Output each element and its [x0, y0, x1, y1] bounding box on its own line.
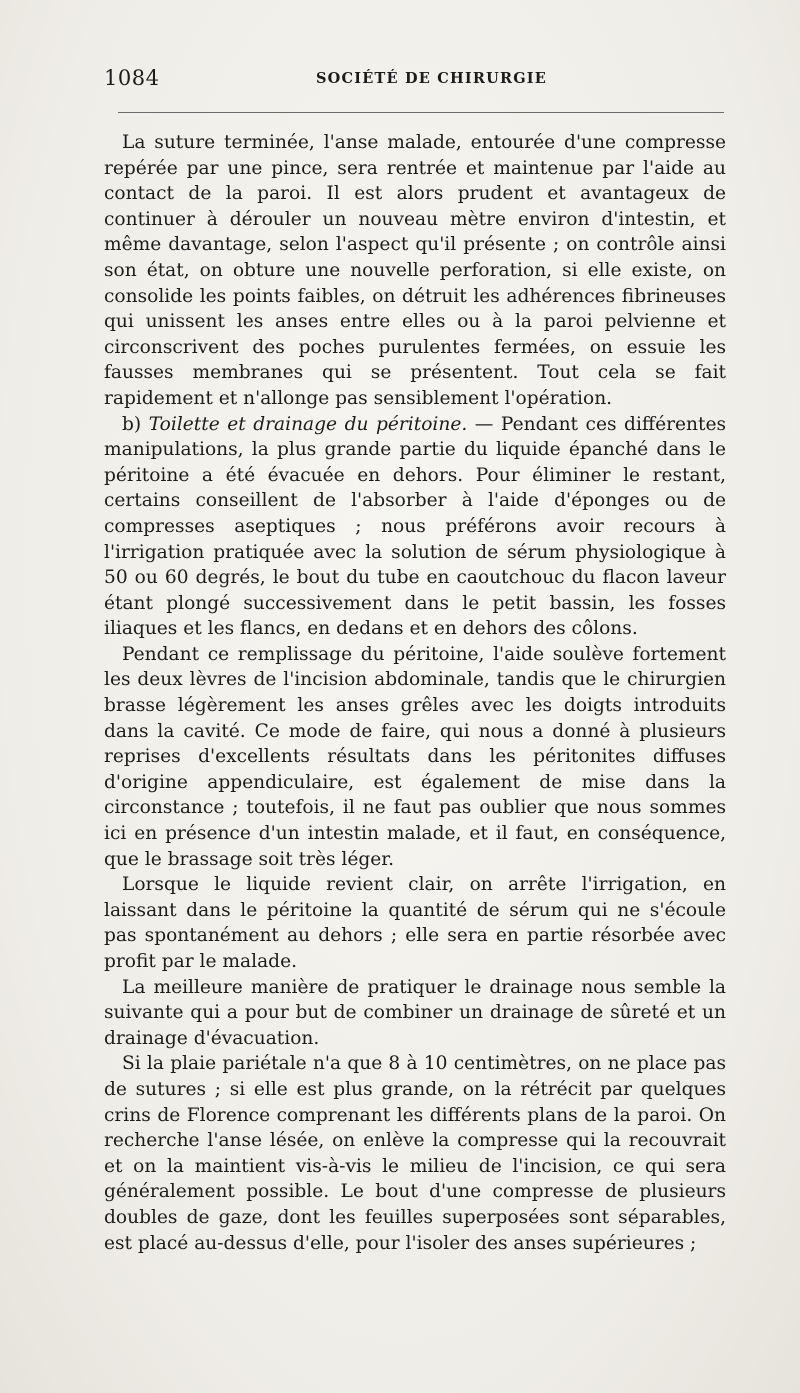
paragraph-3: Pendant ce remplissage du péritoine, l'aide soulève fortement les deux lèvres de l'incision abdominale, tandis que le chirurgien brasse légèrement les anses grêles avec les doigts introduits dans la cavité. Ce mode de faire, qui nous a donné à plusieurs reprises d'excellents résultats dans les péritonites diffuses d'origine appendiculaire, est également de mise dans la circonstance ; toutefois, il ne faut pas oublier que nous sommes ici en présence d'un intestin malade, et il faut, en conséquence, que le brassage soit très léger. [104, 643, 726, 870]
paragraph-5: La meilleure manière de pratiquer le drainage nous semble la suivante qui a pour but de combiner un drainage de sûreté et un drainage d'évacuation. [104, 976, 726, 1049]
body-text [104, 130, 726, 1256]
paragraph-4: Lorsque le liquide revient clair, on arrête l'irrigation, en laissant dans le péritoine la quantité de sérum qui ne s'écoule pas spontanément au dehors ; elle sera en partie résorbée avec profit par le malade. [104, 874, 726, 972]
section-title: Toilette et drainage du péritoine. [148, 413, 468, 435]
paragraph-6: Si la plaie pariétale n'a que 8 à 10 centimètres, on ne place pas de sutures ; si elle est plus grande, on la rétrécit par quelques crins de Florence comprenant les différents plans de la paroi. On recherche l'anse lésée, on enlève la compresse qui la recouvrait et on la maintient vis-à-vis le milieu de l'incision, ce qui sera généralement possible. Le bout d'une compresse de plusieurs doubles de gaze, dont les feuilles superposées sont séparables, est placé au-dessus d'elle, pour l'isoler des anses supérieures ; [104, 1053, 726, 1254]
paragraph-2-text: — Pendant ces différentes manipulations, la plus grande partie du liquide épanché dans le péritoine a été évacuée en dehors. Pour éliminer le restant, certains conseillent de l'absorber à l'aide d'éponges ou de compresses aseptiques ; nous préférons avoir recours à l'irrigation pratiquée avec la solution de sérum physiologique à 50 ou 60 degrés, le bout du tube en caoutchouc du flacon laveur étant plongé successivement dans le petit bassin, les fosses iliaques et les flancs, en dedans et en dehors des côlons. [104, 413, 726, 640]
section-prefix: b) [122, 413, 142, 435]
page-header [104, 66, 724, 90]
paragraph-1: La suture terminée, l'anse malade, entourée d'une compresse repérée par une pince, sera rentrée et maintenue par l'aide au contact de la paroi. Il est alors prudent et avantageux de continuer à dérouler un nouveau mètre environ d'intestin, et même davantage, selon l'aspect qu'il présente ; on contrôle ainsi son état, on obture une nouvelle perforation, si elle existe, on consolide les points faibles, on détruit les adhérences fibrineuses qui unissent les anses entre elles ou à la paroi pelvienne et circonscrivent des poches purulentes fermées, on essuie les fausses membranes qui se présentent. Tout cela se fait rapidement et n'allonge pas sensiblement l'opération. [104, 132, 726, 409]
page-number: 1084 [104, 66, 160, 90]
paragraph-2 [104, 412, 726, 642]
header-rule [118, 112, 724, 113]
running-title: SOCIÉTÉ DE CHIRURGIE [316, 70, 548, 87]
